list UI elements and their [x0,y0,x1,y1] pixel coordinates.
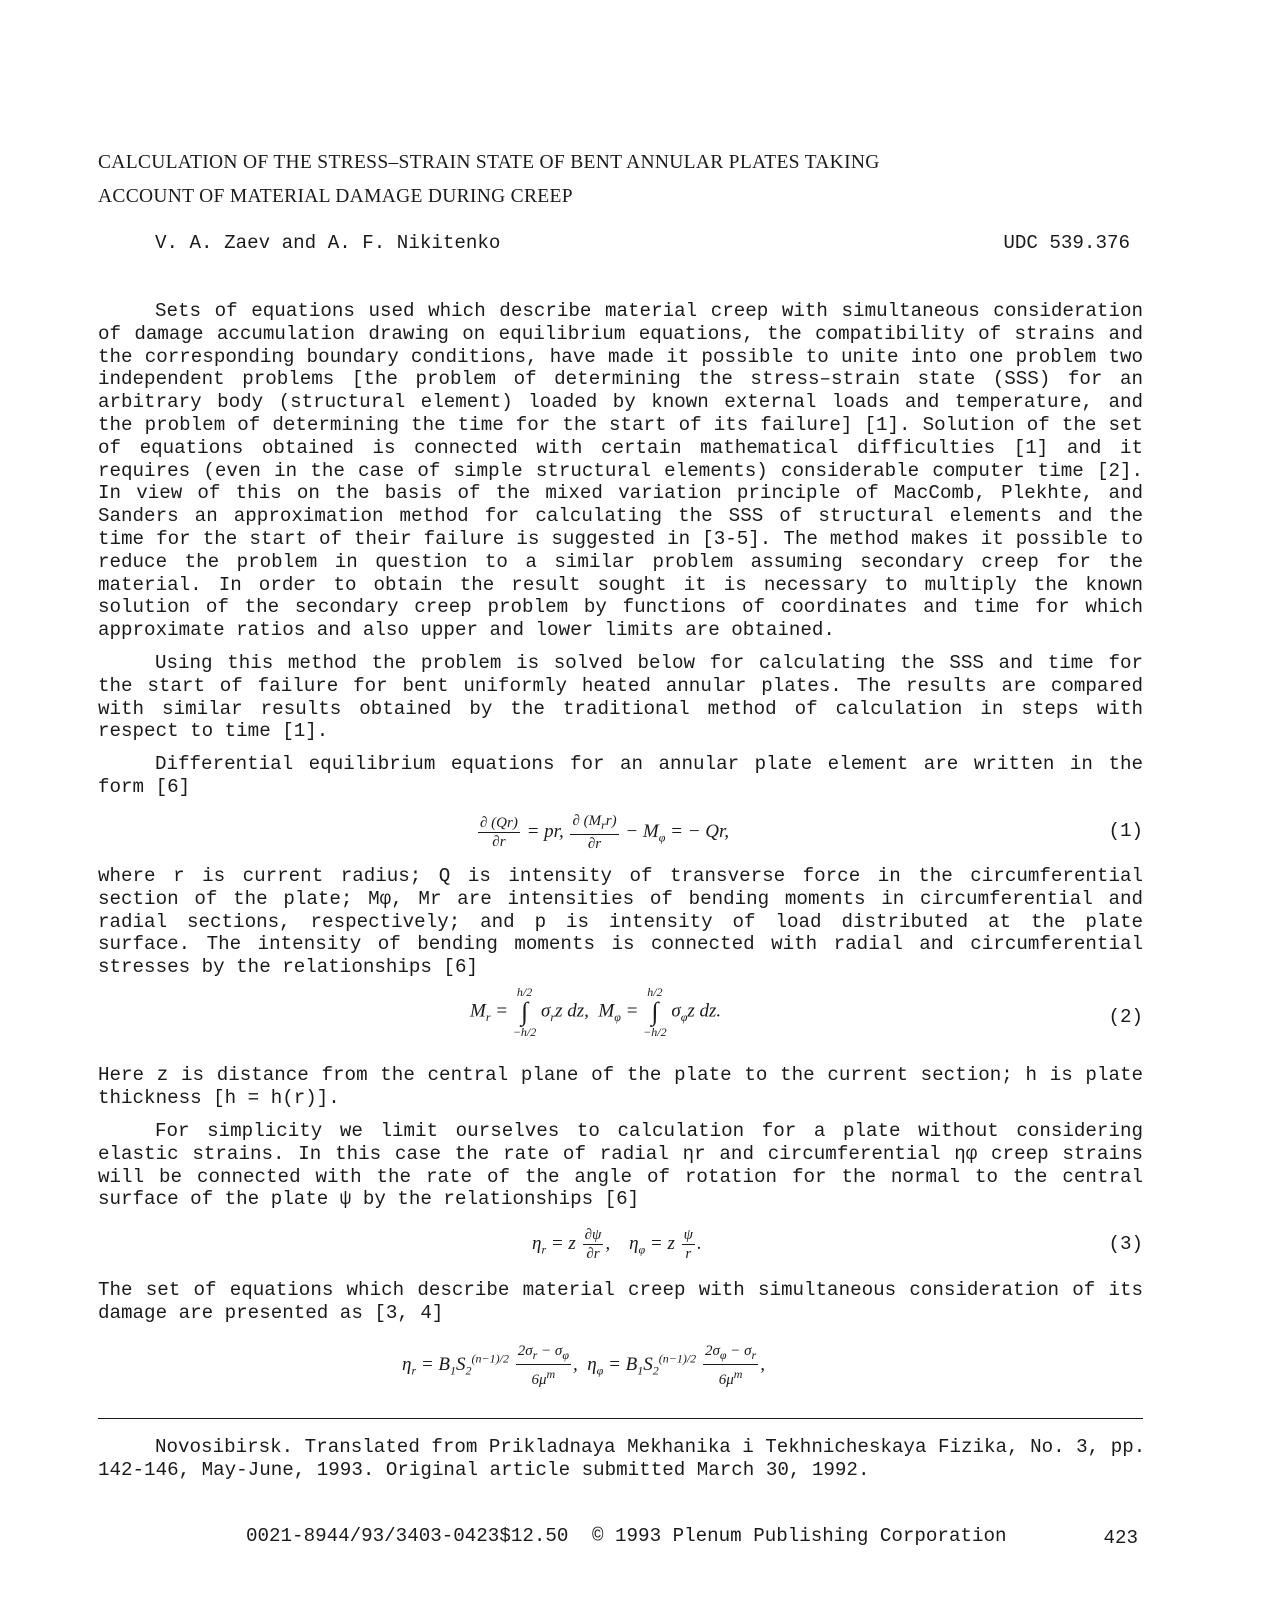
paragraph-simplicity [98,1120,1143,1211]
footnote-divider [98,1418,1143,1419]
equation-2: $M_r$ = h/2 ∫ −h/2 $\sigma_rz$ dz, $M_\varphi$ = h/2 ∫ −h/2 $\sigma_\varphi z$ dz. [470,985,722,1039]
paragraph-z-definition [98,1064,1143,1110]
paragraph-text: For simplicity we limit ourselves to calculation for a plate without considering elastic strains. In this case the rate of radial ηr and circumferential ηφ creep strains will be connected with the rate of the angle of rotation for the normal to the central surface of the plate ψ by the relationships [6] [98,1120,1143,1211]
page-number: 423 [1103,1527,1138,1549]
paragraph-text: Differential equilibrium equations for an annular plate element are written in the form [6] [98,753,1143,798]
paragraph-text: Sets of equations used which describe material creep with simultaneous consideration of damage accumulation drawing on equilibrium equations, the compatibility of strains and the corresponding boundary conditions, have made it possible to unite into one problem two independent problems [the problem of determining the stress–strain state (SSS) for an arbitrary body (structural element) loaded by known external loads and temperature, and the problem of determining the time for the start of its failure] [1]. Solution of the set of equations obtained is connected with certain mathematical difficulties [1] and it requires (even in the case of simple structural elements) considerable computer time [2]. In view of this on the basis of the mixed variation principle of MacComb, Plekhte, and Sanders an approximation method for calculating the SSS of structural elements and the time for the start of their failure is suggested in [3-5]. The method makes it possible to reduce the problem in question to a similar problem assuming secondary creep for the material. In order to obtain the result sought it is necessary to multiply the known solution of the secondary creep problem by functions of coordinates and time for which approximate ratios and also upper and lower limits are obtained. [98,300,1143,642]
paragraph-text: The set of equations which describe material creep with simultaneous consideration of its damage are presented as [3, 4] [98,1279,1143,1324]
article-title-line2: ACCOUNT OF MATERIAL DAMAGE DURING CREEP [98,186,573,207]
equation-number-1: (1) [1108,820,1143,842]
authors: V. A. Zaev and A. F. Nikitenko [155,232,501,254]
equation-number-2: (2) [1108,1006,1143,1028]
equation-3: $\eta_r = z$ $\frac{\partial\psi}{\partial r}$ , $\eta_\varphi = z$ $\frac{\psi}{r}$ . [532,1227,702,1262]
paragraph-equilibrium [98,753,1143,799]
udc-code: UDC 539.376 [1003,232,1130,254]
article-title-line1: CALCULATION OF THE STRESS–STRAIN STATE OF BENT ANNULAR PLATES TAKING [98,152,880,173]
equation-4: $\eta_r = B_1S_2^{(n-1)/2}$ $\frac{2\sigma_r - \sigma_\varphi}{6\mu^m}$ , $\eta_\varphi = B_1S_2^{(n-1)/2}$ $\frac{2\sigma_\varphi - \sigma_r}{6\mu^m}$ , [402,1343,765,1388]
paragraph-text: Here z is distance from the central plane of the plate to the current section; h is plate thickness [h = h(r)]. [98,1064,1143,1109]
paragraph-creep-damage [98,1279,1143,1325]
equation-1: $\frac{\partial (Qr)}{\partial r}$ = pr, $\frac{\partial (M_rr)}{\partial r}$ − $M_\varphi$ = − Qr, [480,813,730,852]
paragraph-intro [98,300,1143,642]
publication-code: 0021-8944/93/3403-0423$12.50 [246,1525,569,1547]
paragraph-definitions [98,865,1143,979]
equation-number-3: (3) [1108,1233,1143,1255]
paragraph-text: Using this method the problem is solved below for calculating the SSS and time for the start of failure for bent uniformly heated annular plates. The results are compared with similar results obtained by the traditional method of calculation in steps with respect to time [1]. [98,652,1143,743]
footnote-line1: Novosibirsk. Translated from Prikladnaya Mekhanika i Tekhnicheskaya Fizika, No. 3, pp. [155,1436,1146,1458]
copyright-notice: © 1993 Plenum Publishing Corporation [592,1525,1007,1547]
paragraph-method [98,652,1143,743]
footnote-line2: 142-146, May-June, 1993. Original article submitted March 30, 1992. [98,1459,870,1481]
paragraph-text: where r is current radius; Q is intensity of transverse force in the circumferential section of the plate; Mφ, Mr are intensities of bending moments in circumferential and radial sections, respectively; and p is intensity of load distributed at the plate surface. The intensity of bending moments is connected with radial and circumferential stresses by the relationships [6] [98,865,1143,979]
